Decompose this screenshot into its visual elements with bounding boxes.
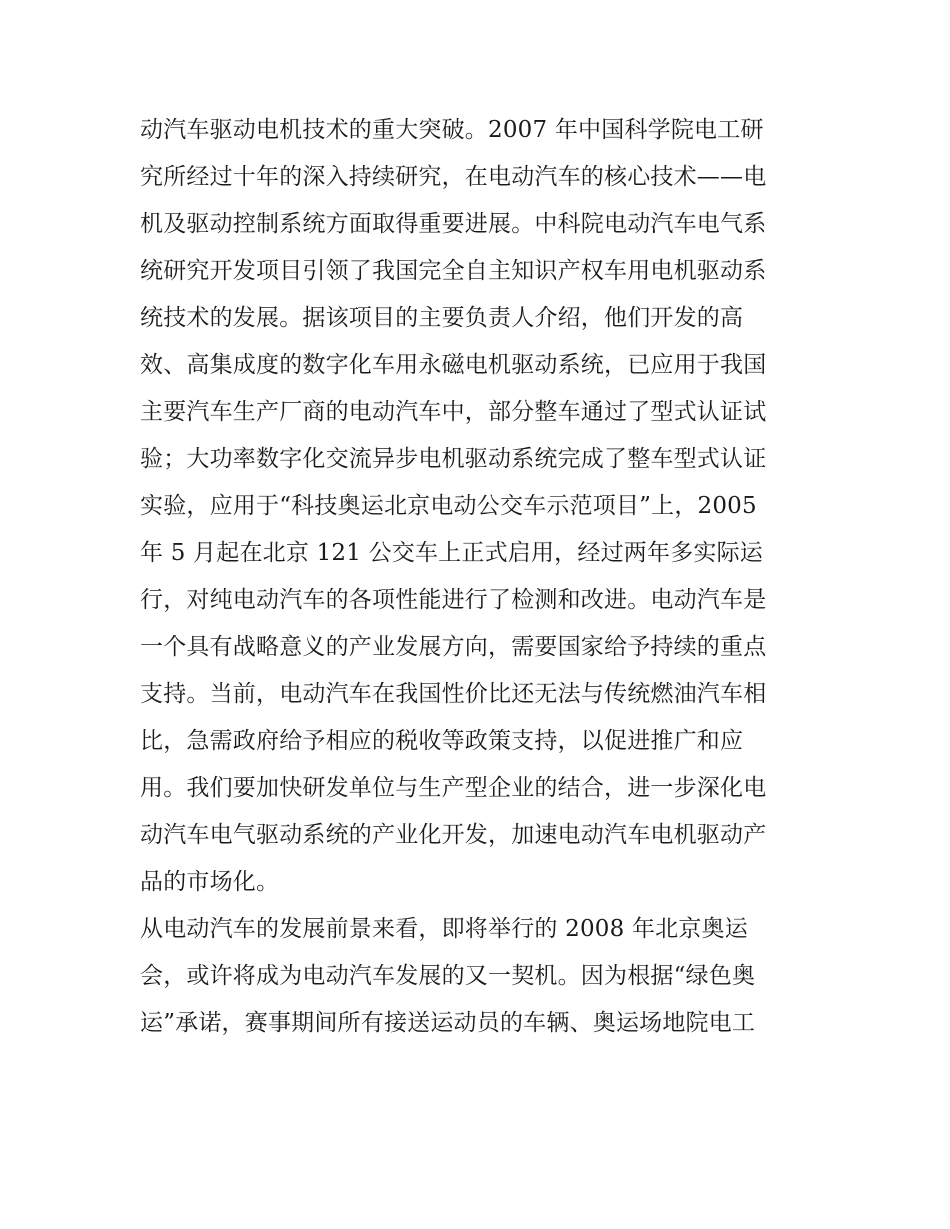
text-line: 从电动汽车的发展前景来看，即将举行的 2008 年北京奥运: [140, 916, 748, 942]
text-line: 主要汽车生产厂商的电动汽车中，部分整车通过了型式认证试: [140, 399, 767, 425]
text-line: 验；大功率数字化交流异步电机驱动系统完成了整车型式认证: [140, 446, 767, 472]
text-line: 究所经过十年的深入持续研究，在电动汽车的核心技术——电: [140, 164, 767, 190]
body-text: [140, 107, 820, 1047]
text-line: 实验，应用于“科技奥运北京电动公交车示范项目”上，2005: [140, 493, 757, 519]
text-line: 行，对纯电动汽车的各项性能进行了检测和改进。电动汽车是: [140, 587, 767, 613]
text-line: 运”承诺，赛事期间所有接送运动员的车辆、奥运场地院电工: [140, 1010, 756, 1036]
text-line: 效、高集成度的数字化车用永磁电机驱动系统，已应用于我国: [140, 352, 767, 378]
text-line: 一个具有战略意义的产业发展方向，需要国家给予持续的重点: [140, 634, 767, 660]
text-line: 年 5 月起在北京 121 公交车上正式启用，经过两年多实际运: [140, 540, 763, 566]
text-line: 机及驱动控制系统方面取得重要进展。中科院电动汽车电气系: [140, 211, 767, 237]
text-line: 支持。当前，电动汽车在我国性价比还无法与传统燃油汽车相: [140, 681, 767, 707]
text-line: 品的市场化。: [140, 869, 280, 895]
text-line: 用。我们要加快研发单位与生产型企业的结合，进一步深化电: [140, 775, 767, 801]
text-line: 动汽车驱动电机技术的重大突破。2007 年中国科学院电工研: [140, 117, 764, 143]
text-line: 统研究开发项目引领了我国完全自主知识产权车用电机驱动系: [140, 258, 767, 284]
text-line: 统技术的发展。据该项目的主要负责人介绍，他们开发的高: [140, 305, 744, 331]
text-line: 会，或许将成为电动汽车发展的又一契机。因为根据“绿色奥: [140, 963, 756, 989]
text-line: 比，急需政府给予相应的税收等政策支持，以促进推广和应: [140, 728, 744, 754]
text-line: 动汽车电气驱动系统的产业化开发，加速电动汽车电机驱动产: [140, 822, 767, 848]
